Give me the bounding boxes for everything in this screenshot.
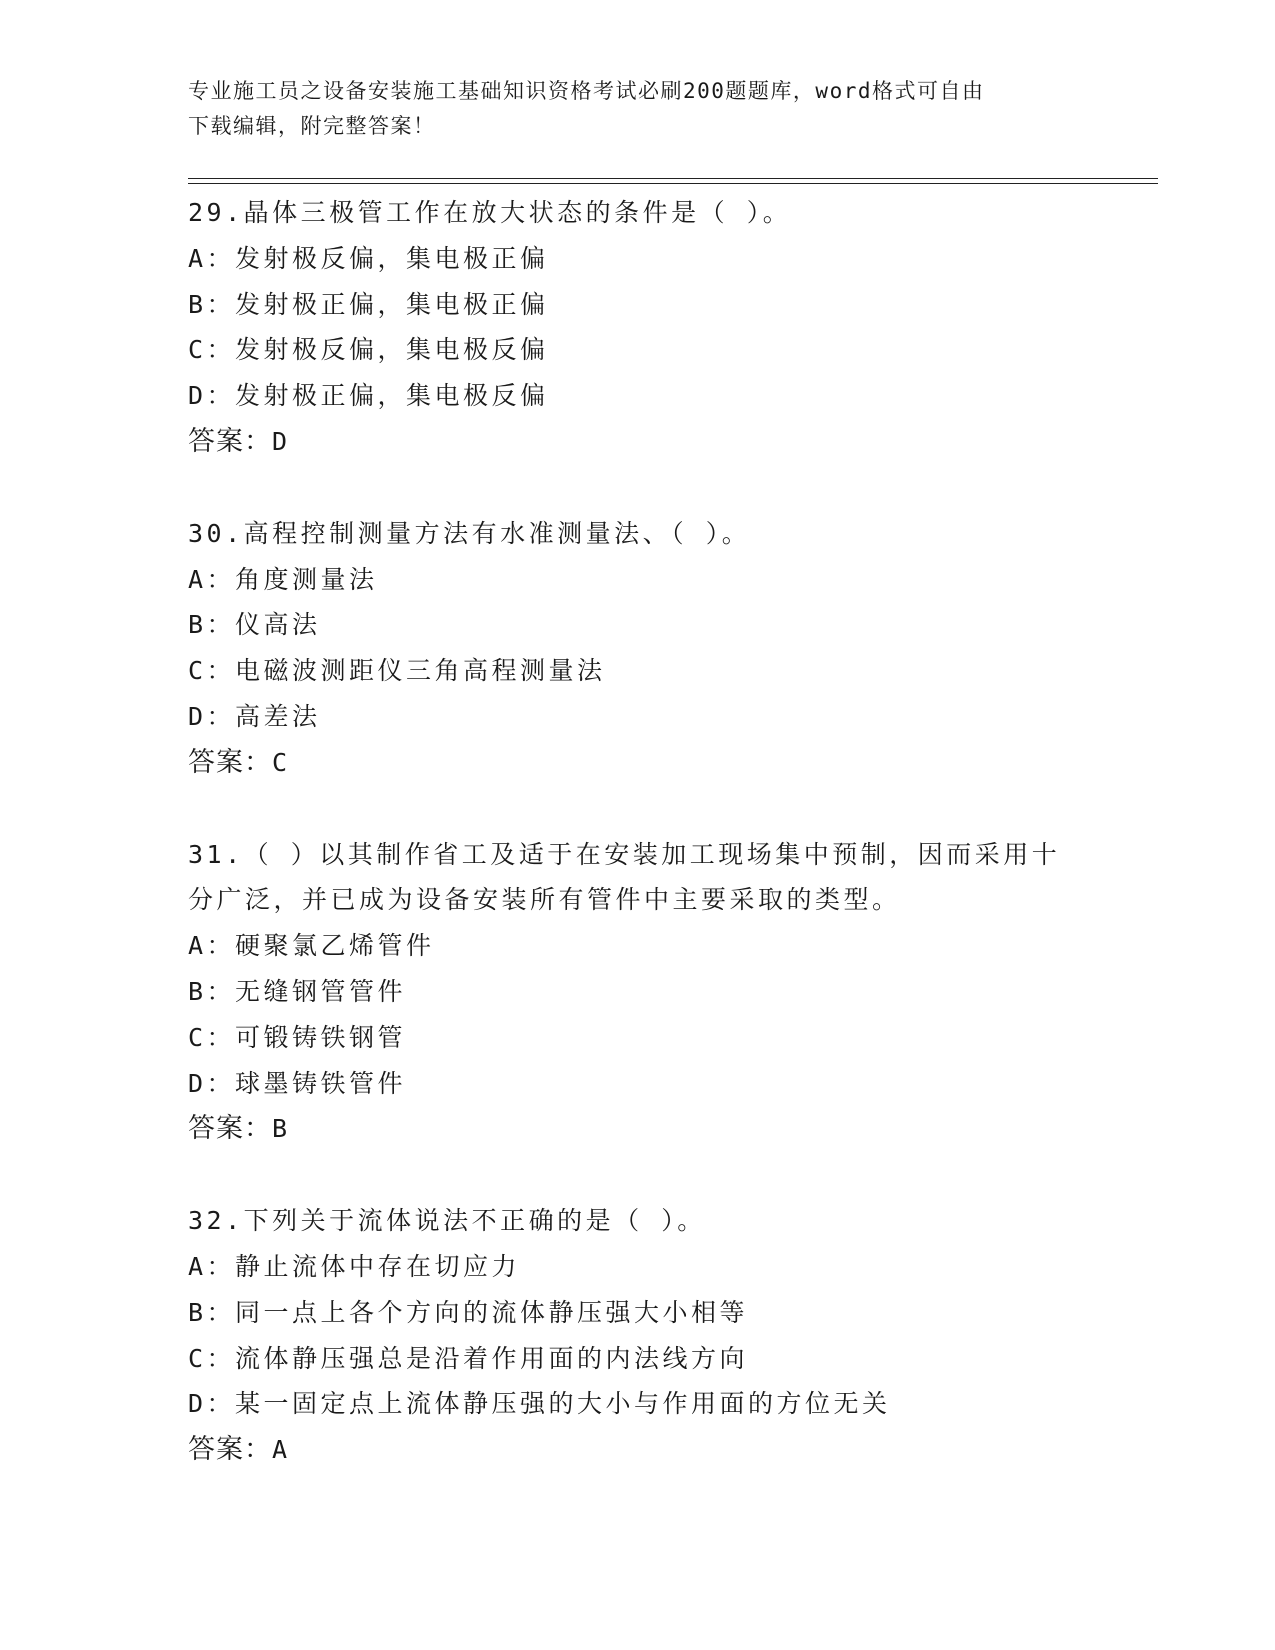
question-stem: 32.下列关于流体说法不正确的是（ ）。 bbox=[188, 1206, 706, 1236]
option-c: C：电磁波测距仪三角高程测量法 bbox=[188, 656, 606, 686]
header-divider-bottom bbox=[188, 183, 1158, 184]
option-c: C：流体静压强总是沿着作用面的内法线方向 bbox=[188, 1343, 749, 1373]
answer-line bbox=[188, 1427, 1088, 1473]
option-c: C：可锻铸铁钢管 bbox=[188, 1022, 407, 1052]
option-a: A：静止流体中存在切应力 bbox=[188, 1251, 521, 1281]
option-a: A：发射极反偏，集电极正偏 bbox=[188, 243, 549, 273]
answer-value: A bbox=[272, 1435, 289, 1465]
answer-label: 答案： bbox=[188, 746, 272, 777]
option-a: A：角度测量法 bbox=[188, 564, 378, 594]
header-line-2: 下载编辑，附完整答案！ bbox=[188, 114, 436, 138]
answer-line bbox=[188, 419, 1088, 465]
question-stem-line-1: 31.（ ）以其制作省工及适于在安装加工现场集中预制，因而采用十 bbox=[188, 839, 1061, 869]
option-d: D：发射极正偏，集电极反偏 bbox=[188, 381, 549, 411]
question-32 bbox=[188, 1198, 1088, 1473]
answer-value: D bbox=[272, 426, 289, 456]
option-b: B：同一点上各个方向的流体静压强大小相等 bbox=[188, 1297, 749, 1327]
header-divider-top bbox=[188, 178, 1158, 179]
document-header bbox=[188, 74, 1088, 144]
answer-line bbox=[188, 740, 1088, 786]
option-b: B：仪高法 bbox=[188, 610, 321, 640]
answer-value: B bbox=[272, 1114, 289, 1144]
option-d: D：球墨铸铁管件 bbox=[188, 1068, 407, 1098]
option-d: D：某一固定点上流体静压强的大小与作用面的方位无关 bbox=[188, 1389, 891, 1419]
answer-label: 答案： bbox=[188, 1434, 272, 1465]
answer-value: C bbox=[272, 747, 289, 777]
option-d: D：高差法 bbox=[188, 701, 321, 731]
question-30 bbox=[188, 511, 1088, 786]
question-31 bbox=[188, 832, 1088, 1153]
option-a: A：硬聚氯乙烯管件 bbox=[188, 931, 435, 961]
question-stem: 30.高程控制测量方法有水准测量法、（ ）。 bbox=[188, 518, 751, 548]
header-line-1: 专业施工员之设备安装施工基础知识资格考试必刷200题题库，word格式可自由 bbox=[188, 79, 985, 103]
answer-line bbox=[188, 1106, 1088, 1152]
answer-label: 答案： bbox=[188, 425, 272, 456]
option-b: B：发射极正偏，集电极正偏 bbox=[188, 289, 549, 319]
option-c: C：发射极反偏，集电极反偏 bbox=[188, 335, 549, 365]
question-list bbox=[188, 190, 1088, 1519]
answer-label: 答案： bbox=[188, 1113, 272, 1144]
option-b: B：无缝钢管管件 bbox=[188, 976, 407, 1006]
question-stem-line-2: 分广泛，并已成为设备安装所有管件中主要采取的类型。 bbox=[188, 885, 901, 915]
question-stem: 29.晶体三极管工作在放大状态的条件是（ ）。 bbox=[188, 198, 792, 227]
question-29 bbox=[188, 190, 1088, 465]
